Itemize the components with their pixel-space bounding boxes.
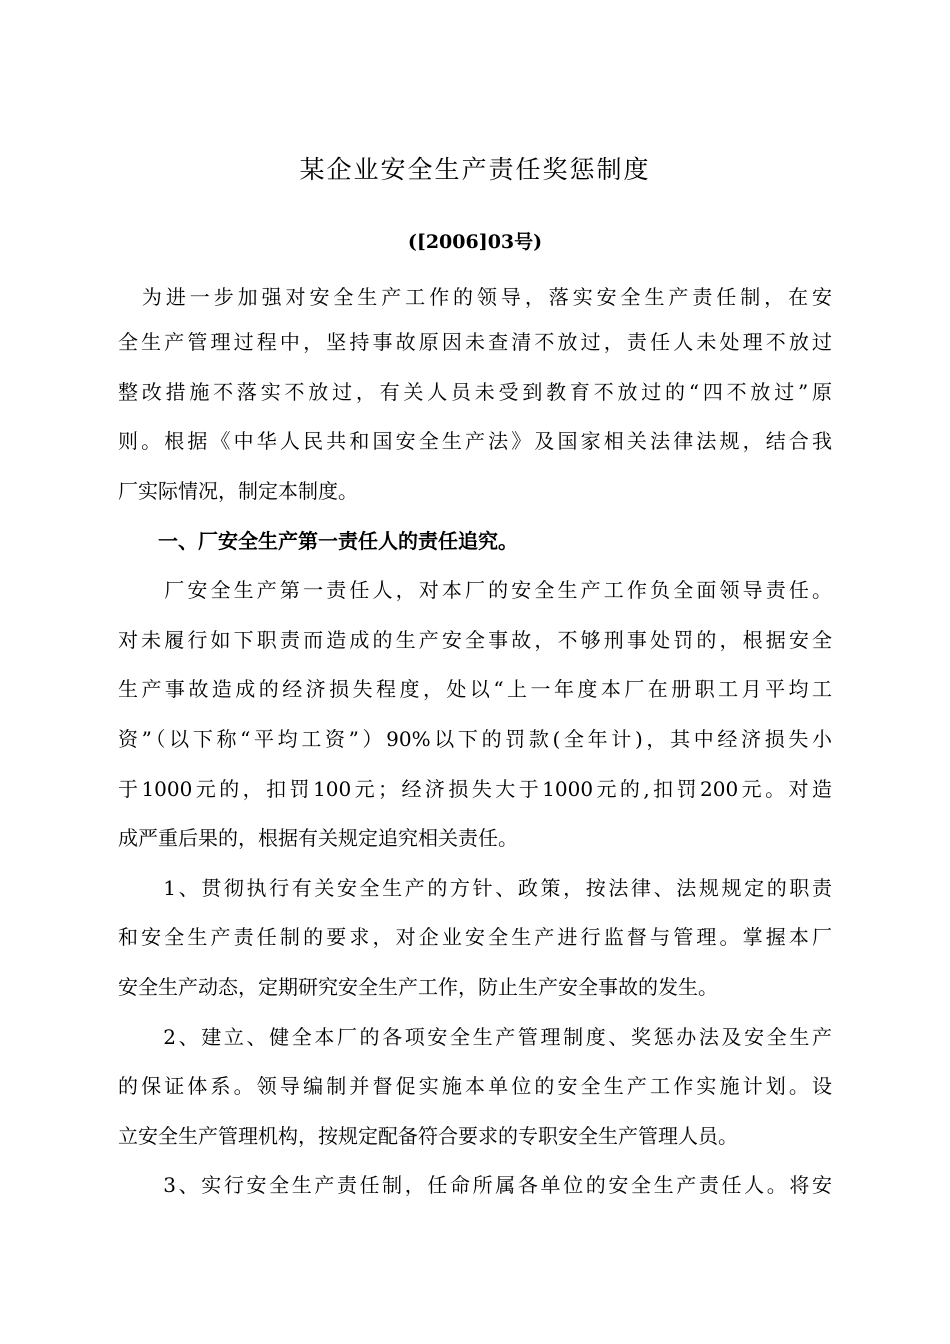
paragraph-line: 成严重后果的，根据有关规定追究相关责任。 [118,826,518,850]
paragraph-line: 的保证体系。领导编制并督促实施本单位的安全生产工作实施计划。设 [118,1074,832,1098]
paragraph-line: 3、实行安全生产责任制，任命所属各单位的安全生产责任人。将安 [118,1173,832,1197]
paragraph-line: 整改措施不落实不放过，有关人员未受到教育不放过的“四不放过”原 [118,380,832,404]
paragraph-line: 则。根据《中华人民共和国安全生产法》及国家相关法律法规，结合我 [118,429,832,453]
document-title: 某企业安全生产责任奖惩制度 [299,155,651,184]
paragraph-line: 厂安全生产第一责任人，对本厂的安全生产工作负全面领导责任。 [118,578,832,602]
section-heading: 一、厂安全生产第一责任人的责任追究。 [118,529,518,553]
paragraph-line: 厂实际情况，制定本制度。 [118,479,358,503]
paragraph-line: 生产事故造成的经济损失程度，处以“上一年度本厂在册职工月平均工 [118,677,832,701]
paragraph-line: 对未履行如下职责而造成的生产安全事故，不够刑事处罚的，根据安全 [118,628,832,652]
paragraph-line: 为进一步加强对安全生产工作的领导，落实安全生产责任制，在安 [118,285,832,309]
paragraph-line: 1、贯彻执行有关安全生产的方针、政策，按法律、法规规定的职责 [118,876,832,900]
paragraph-line: 立安全生产管理机构，按规定配备符合要求的专职安全生产管理人员。 [118,1124,738,1148]
paragraph-line: 于1000元的，扣罚100元；经济损失大于1000元的,扣罚200元。对造 [118,777,832,801]
paragraph-line: 全生产管理过程中，坚持事故原因未查清不放过，责任人未处理不放过 [118,330,832,354]
paragraph-line: 2、建立、健全本厂的各项安全生产管理制度、奖惩办法及安全生产 [118,1025,832,1049]
paragraph-line: 和安全生产责任制的要求，对企业安全生产进行监督与管理。掌握本厂 [118,925,832,949]
paragraph-line: 资”（以下称“平均工资”）90%以下的罚款(全年计)，其中经济损失小 [118,727,832,751]
document-number: ([2006]03号) [407,231,543,253]
paragraph-line: 安全生产动态，定期研究安全生产工作，防止生产安全事故的发生。 [118,975,718,999]
